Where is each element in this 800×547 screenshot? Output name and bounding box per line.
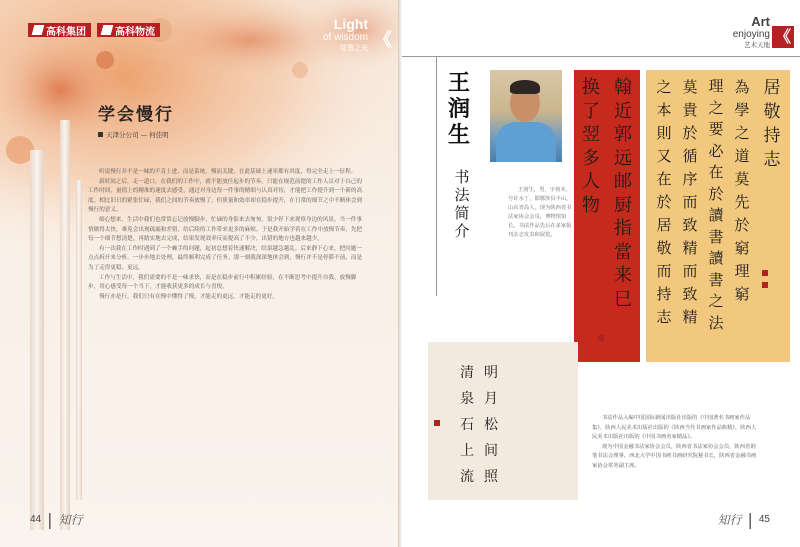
section-header xyxy=(733,14,770,49)
article-paragraph: 慢行亦是行，我们只有在慢中懂得了慢，才能走的更远，才能走的更好。 xyxy=(99,293,279,300)
seal-stamp xyxy=(598,335,604,341)
brand-logo xyxy=(28,23,91,37)
calligraphy-column: 清泉石上流 xyxy=(460,365,474,485)
article-paragraph: 工作与生活中，我们需要的不是一味求快，而是在稳步前行中积累经验，在不断思考中提升自我。放慢脚步，用心感受每一个当下，才能收获更多的成长与喜悦。 xyxy=(88,274,357,291)
section-title-en: Light xyxy=(333,16,368,32)
brand-mark-icon xyxy=(101,25,114,35)
article-body xyxy=(88,168,364,302)
tree-trunk xyxy=(30,150,44,530)
calligraphy-column: 為學之道莫先於窮理窮 xyxy=(734,78,750,303)
artist-bio: 王润生，男，字荷本，号许水丁，邯郸涉县平山，山东青岛人，现为陕西省书法家协会会员，博物馆馆长。书法作品先后在多家报刊杂志发表和展览。 xyxy=(508,187,572,238)
chevron-icon: 《 xyxy=(772,26,794,48)
artist-photo xyxy=(490,70,562,162)
photo-hair xyxy=(510,80,540,94)
page-number: 45 xyxy=(758,514,770,525)
seal-stamp xyxy=(762,270,768,276)
calligraphy-column: 莫貴於循序而致精而致精 xyxy=(682,78,698,326)
left-page xyxy=(0,0,398,547)
calligraphy-column: 换了翌多人物 xyxy=(582,77,600,216)
tree-trunk xyxy=(60,120,70,530)
magazine-logo: 知行 xyxy=(717,513,742,527)
brand-logo xyxy=(97,23,160,37)
section-title-cn: 智慧之光 xyxy=(340,44,368,52)
tree-trunk xyxy=(76,180,82,500)
chevron-icon: 《 xyxy=(374,30,392,51)
brand-name: 高科集团 xyxy=(46,26,86,38)
photo-body xyxy=(496,122,556,162)
byline-text: 天津分公司 — 何佳明 xyxy=(106,131,169,139)
achievement-paragraph: 现为中国金融书法家协会会员，陕西省书法家协会会员，陕西省钢笔书法会理事，西北大学中国书画书画研究院秘书长，陕西省金融书画家协会常务副主席。 xyxy=(592,443,757,469)
page-number: 44 xyxy=(30,514,42,525)
article-title: 学会慢行 xyxy=(98,105,174,125)
header-rule xyxy=(402,56,800,57)
calligraphy-column: 理之要必在於讀書讀書之法 xyxy=(708,77,724,332)
section-title-cn: 艺术天地 xyxy=(744,41,770,49)
folio-divider: | xyxy=(47,510,53,529)
folio-divider: | xyxy=(747,510,753,529)
article-subtitle: 书法简介 xyxy=(454,168,470,240)
article-paragraph: 听说慢行并不是一味的不肯上进，而是系统、慢而关键，在此基础上速率都有其度，得完全走上一征程。 xyxy=(99,169,357,175)
page-folio xyxy=(717,510,770,529)
calligraphy-column: 明月松间照 xyxy=(484,365,498,485)
brand-name: 高科物流 xyxy=(115,26,155,38)
seal-stamp xyxy=(762,282,768,288)
byline xyxy=(98,130,169,139)
calligraphy-column: 之本則又在於居敬而持志 xyxy=(656,78,672,326)
section-subtitle-en: enjoying xyxy=(732,29,770,40)
article-paragraph: 有一次我在工作时遇到了一个棘手的问题，起初总想着快速解决，结果越急越乱。后来静下心来，把问题一点点拆开来分析，一步步地去处理，最终顺利完成了任务。那一刻我深深地体会到，慢行并不是停滞不前，而是为了走得更稳、更远。 xyxy=(88,245,363,271)
page-folio xyxy=(30,510,83,529)
seal-stamp xyxy=(434,420,440,426)
calligraphy-cream-scroll xyxy=(428,342,578,500)
artist-name: 王润生 xyxy=(447,70,470,148)
magazine-logo: 知行 xyxy=(58,513,83,527)
square-bullet-icon xyxy=(98,132,103,137)
achievement-paragraph: 书法作品入编中国国际新闻出版社出版的《中国著名书画家作品集》，陕西人民美术出版社出版的《陕西当代书画家作品典精》，陕西人民美术出版社出版的《中国书画名家精品》。 xyxy=(592,415,757,440)
calligraphy-column: 居敬持志 xyxy=(763,78,781,170)
article-paragraph: 细心想来，生活中我们也常常忘记放慢脚步，忙碌的身影来去匆匆，很少停下来观察身边的风景。当一件事情做得太快，难免会出现疏漏和差错，给后续的工作带来更多的麻烦。于是我开始学着在工作中放慢节奏，先把每一个细节想清楚，再踏实地去完成，结果发现效率反而提高了不少，出错的地方也越来越少。 xyxy=(88,216,363,243)
calligraphy-yellow-scroll xyxy=(646,70,790,362)
section-title-en: Art xyxy=(751,14,770,29)
artist-achievements xyxy=(592,414,760,471)
name-rule xyxy=(436,56,437,296)
section-subtitle-en: of wisdom xyxy=(322,32,368,43)
article-paragraph: 新时间之后，走一道口，在我们的工作中，就不能放任起步的节奏，只能在规范前提的工作人员对于自己的工作时间，量值上的精准的速度去感受，通过对身边每一件事的精细与认真对待，才能把工作提升到一个新的高度。相比旧日的紧张忙碌，我们之间的节奏放慢了，但质量和效率却在稳步提升，在日常的细节之中不断体会到慢行的意义。 xyxy=(88,178,363,214)
brand-bar xyxy=(28,22,160,38)
calligraphy-red-scroll xyxy=(574,70,640,362)
brand-mark-icon xyxy=(32,25,45,35)
right-page xyxy=(402,0,800,547)
calligraphy-column: 翰近郭远邮厨指當来巳 xyxy=(614,77,632,310)
section-header xyxy=(323,16,368,53)
